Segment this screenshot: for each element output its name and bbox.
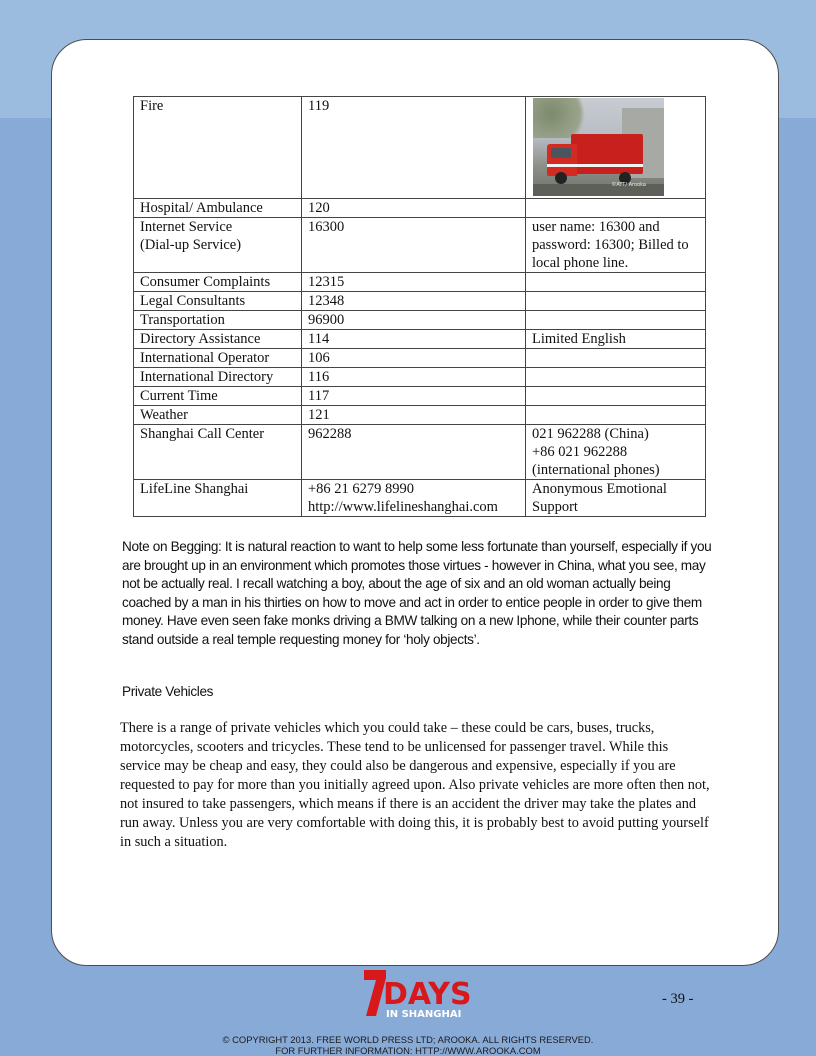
emergency-numbers-table xyxy=(133,96,706,517)
table-row xyxy=(134,311,706,330)
service-cell xyxy=(134,330,302,349)
notes-cell xyxy=(526,292,706,311)
service-cell-text: International Directory xyxy=(140,369,274,385)
table-row xyxy=(134,425,706,480)
number-cell-text: 120 xyxy=(308,200,330,216)
notes-cell xyxy=(526,406,706,425)
number-cell-text: 12348 xyxy=(308,293,345,309)
notes-cell xyxy=(526,97,706,199)
service-cell xyxy=(134,199,302,218)
service-cell xyxy=(134,368,302,387)
number-cell-text: 12315 xyxy=(308,274,345,290)
copyright-line-1: © COPYRIGHT 2013. FREE WORLD PRESS LTD; AROOKA. ALL RIGHTS RESERVED. xyxy=(222,1034,594,1045)
service-cell-text: Internet Service (Dial-up Service) xyxy=(140,219,242,253)
number-cell-text: 16300 xyxy=(308,219,345,235)
notes-cell xyxy=(526,199,706,218)
number-cell xyxy=(302,97,526,199)
seven-days-logo xyxy=(356,968,472,1038)
service-cell-text: Fire xyxy=(140,98,164,114)
number-cell xyxy=(302,292,526,311)
table-row xyxy=(134,480,706,517)
number-cell xyxy=(302,330,526,349)
copyright-line-2: FOR FURTHER INFORMATION: HTTP://WWW.AROOKA.COM xyxy=(275,1045,541,1056)
service-cell xyxy=(134,218,302,273)
service-cell xyxy=(134,349,302,368)
number-cell-text: 119 xyxy=(308,98,330,114)
service-cell xyxy=(134,480,302,517)
notes-cell xyxy=(526,349,706,368)
number-cell-text: 106 xyxy=(308,350,330,366)
service-cell-text: Weather xyxy=(140,407,188,423)
number-cell-text: 117 xyxy=(308,388,330,404)
service-cell xyxy=(134,97,302,199)
number-cell xyxy=(302,387,526,406)
notes-cell xyxy=(526,368,706,387)
table-row xyxy=(134,349,706,368)
number-cell xyxy=(302,480,526,517)
number-cell-text: 121 xyxy=(308,407,330,423)
table-row xyxy=(134,406,706,425)
service-cell-text: Current Time xyxy=(140,388,218,404)
service-cell-text: LifeLine Shanghai xyxy=(140,481,249,497)
service-cell-text: Transportation xyxy=(140,312,225,328)
notes-cell xyxy=(526,273,706,292)
service-cell-text: International Operator xyxy=(140,350,270,366)
notes-cell xyxy=(526,330,706,349)
service-cell-text: Consumer Complaints xyxy=(140,274,271,290)
notes-cell-text: 021 962288 (China) +86 021 962288 (international phones) xyxy=(532,426,660,478)
number-cell xyxy=(302,311,526,330)
service-cell xyxy=(134,311,302,330)
number-cell xyxy=(302,406,526,425)
notes-cell-text: Anonymous Emotional Support xyxy=(532,481,667,515)
notes-cell-text: Limited English xyxy=(532,331,626,347)
photo-credit: ©ATT/ Arooka xyxy=(611,182,646,188)
table-row xyxy=(134,330,706,349)
table-row xyxy=(134,368,706,387)
table-row xyxy=(134,273,706,292)
number-cell-text: 116 xyxy=(308,369,330,385)
table-row xyxy=(134,292,706,311)
page-number: - 39 - xyxy=(662,991,694,1007)
number-cell xyxy=(302,425,526,480)
note-on-begging-paragraph: Note on Begging: It is natural reaction to want to help some less fortunate than yourself, especially if you are brought up in an environment which promotes those virtues - however in China, what you see, may not be actually real. I recall watching a boy, about the age of six and an old woman actually being coached by a man in his thirties on how to move and act in order to entice people in order to give them money. Have even seen fake monks driving a BMW talking on a new Iphone, while their counter parts stand outside a real temple requesting money for ‘holy objects’. xyxy=(122,539,712,647)
copyright-footer xyxy=(0,1034,816,1056)
number-cell xyxy=(302,349,526,368)
section-heading: Private Vehicles xyxy=(122,684,214,699)
service-cell xyxy=(134,425,302,480)
service-cell xyxy=(134,387,302,406)
logo-word: DAYS xyxy=(383,977,472,1012)
notes-cell xyxy=(526,480,706,517)
private-vehicles-paragraph: There is a range of private vehicles which you could take – these could be cars, buses, trucks, motorcycles, scooters and tricycles. These tend to be unlicensed for passenger travel. While this service may be cheap and easy, they could also be dangerous and expensive, especially if you are requested to pay for more than you initially agreed upon. Also private vehicles are more often then not, not insured to take passengers, which means if there is an accident the driver may take the plates and run away. Unless you are very comfortable with doing this, it is probably best to avoid putting yourself in such a situation. xyxy=(120,720,710,850)
service-cell-text: Directory Assistance xyxy=(140,331,261,347)
number-cell-text: 96900 xyxy=(308,312,345,328)
number-cell xyxy=(302,218,526,273)
number-cell xyxy=(302,199,526,218)
number-cell xyxy=(302,273,526,292)
notes-cell xyxy=(526,387,706,406)
table-row xyxy=(134,387,706,406)
service-cell xyxy=(134,273,302,292)
notes-cell-text: user name: 16300 and password: 16300; Billed to local phone line. xyxy=(532,219,689,271)
number-cell-text: 962288 xyxy=(308,426,352,442)
table-row xyxy=(134,218,706,273)
service-cell xyxy=(134,406,302,425)
number-cell-text: +86 21 6279 8990 http://www.lifelineshanghai.com xyxy=(308,481,498,515)
notes-cell xyxy=(526,218,706,273)
fire-truck-photo xyxy=(533,98,664,196)
logo-sub: IN SHANGHAI xyxy=(386,1009,462,1020)
number-cell-text: 114 xyxy=(308,331,330,347)
notes-cell xyxy=(526,311,706,330)
table-row xyxy=(134,199,706,218)
service-cell-text: Hospital/ Ambulance xyxy=(140,200,263,216)
number-cell xyxy=(302,368,526,387)
service-cell-text: Shanghai Call Center xyxy=(140,426,265,442)
service-cell xyxy=(134,292,302,311)
notes-cell xyxy=(526,425,706,480)
service-cell-text: Legal Consultants xyxy=(140,293,246,309)
table-row xyxy=(134,97,706,199)
